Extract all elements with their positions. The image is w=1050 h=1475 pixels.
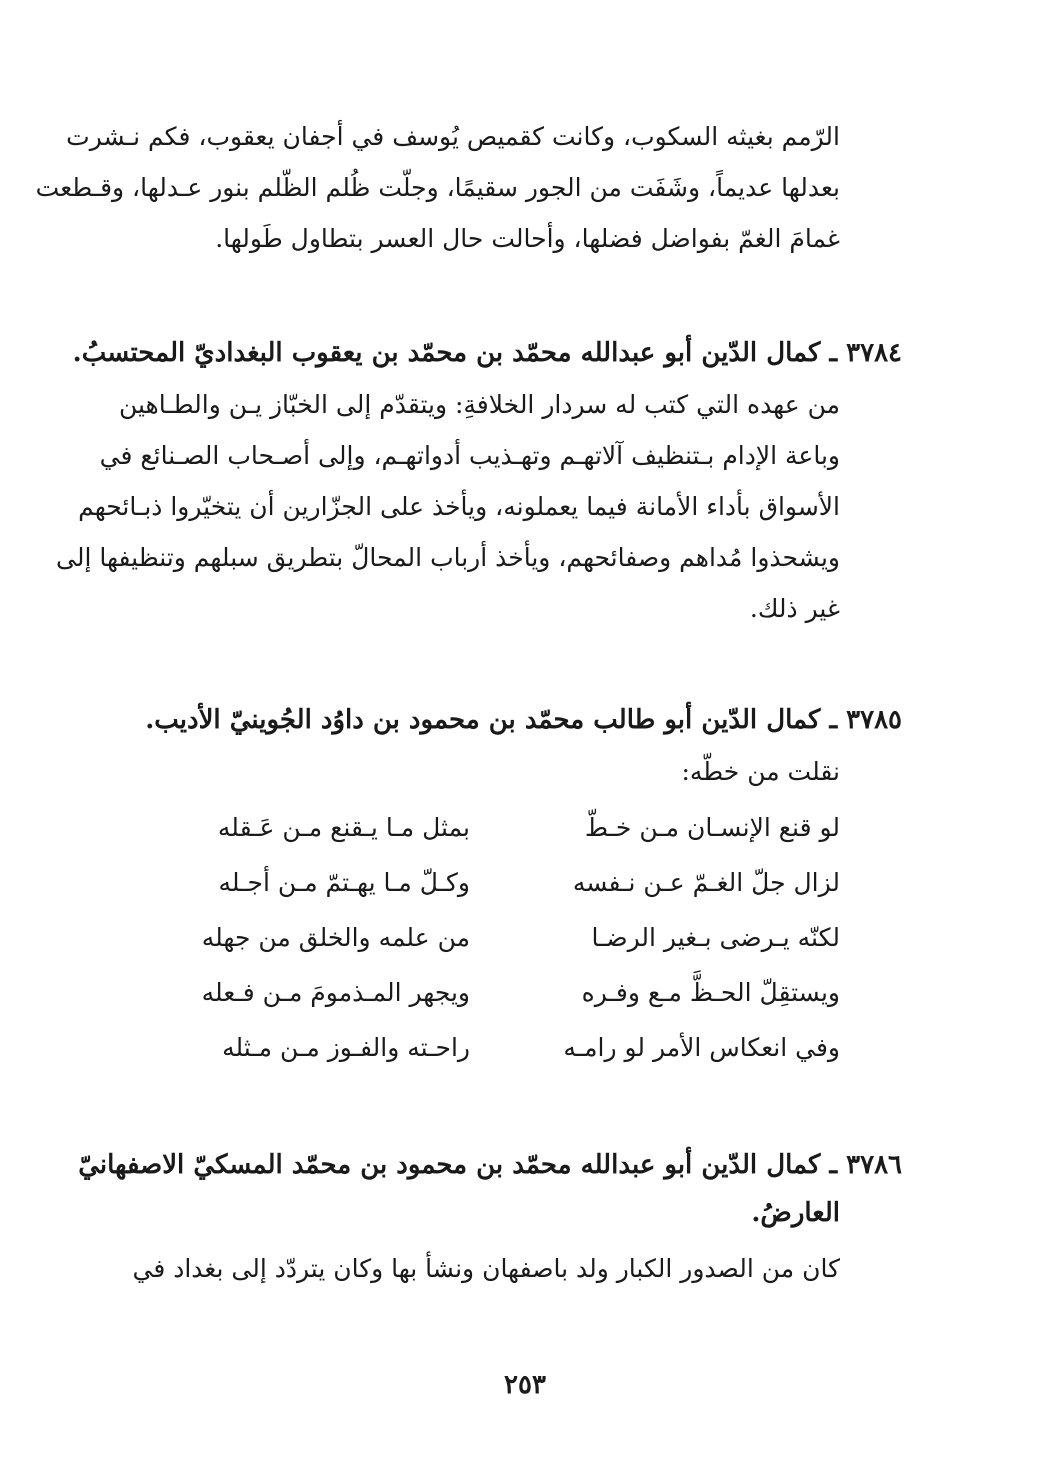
entry-3784-line-2: وباعة الإدام بـتنظيف آلاتهـم وتهـذيب أدواتهـم، وإلى أصـحاب الصـنائع في [99,441,840,470]
verse-first-hemistich: لو قنع الإنسـان مـن خـطّ [584,813,840,842]
verse-first-hemistich: لكنّه يـرضى بـغير الرضـا [591,923,840,952]
verse-second-hemistich: وكـلّ مـا يهـتمّ مـن أجـله [218,868,470,897]
continuation-line-1: الرّمم بغيثه السكوب، وكانت كقميص يُوسف في أجفان يعقوب، فكم نـشرت [66,122,840,151]
verse-first-hemistich: لزال جلّ الغـمّ عـن نـفسه [572,868,840,897]
entry-3786-title-line-2: العارضُ. [751,1198,840,1228]
entry-3785-title: ٣٧٨٥ ـ كمال الدّين أبو طالب محمّد بن محمود بن داوُد الجُوينيّ الأديب. [145,705,902,735]
verse-row [140,1023,840,1073]
verse-row [140,913,840,963]
verse-row [140,803,840,853]
verse-first-hemistich: ويستقِلّ الحـظَّ مـع وفـره [581,978,840,1007]
verse-row [140,858,840,908]
verse-row [140,968,840,1018]
verse-second-hemistich: بمثل مـا يـقنع مـن عَـقله [217,813,470,842]
entry-3784-line-3: الأسواق بأداء الأمانة فيما يعملونه، ويأخذ على الجزّارين أن يتخيّروا ذبـائحهم [78,492,840,521]
entry-3784-line-5: غير ذلك. [749,594,840,623]
entry-3785-intro: نقلت من خطّه: [681,757,840,786]
entry-3786-title-line-1: ٣٧٨٦ ـ كمال الدّين أبو عبدالله محمّد بن محمود بن محمّد المسكيّ الاصفهانيّ [78,1150,902,1180]
entry-3784-line-4: ويشحذوا مُداهم وصفائحهم، ويأخذ أرباب المحالّ بتطريق سبلهم وتنظيفها إلى [56,543,840,572]
continuation-line-2: بعدلها عديماً، وشَفَت من الجور سقيمًا، وجلّت ظُلم الظّلم بنور عـدلها، وقـطعت [35,173,840,202]
page-number: ٢٥٣ [504,1370,546,1400]
entry-3784-line-1: من عهده التي كتب له سردار الخلافةِ: ويتقدّم إلى الخبّاز يـن والطـاهين [118,390,840,419]
continuation-line-3: غمامَ الغمّ بفواضل فضلها، وأحالت حال العسر بتطاول طَولها. [215,224,840,253]
entry-3784-title: ٣٧٨٤ ـ كمال الدّين أبو عبدالله محمّد بن محمّد بن يعقوب البغداديّ المحتسبُ. [72,338,902,368]
verse-second-hemistich: ويجهر المـذمومَ مـن فـعله [201,978,470,1007]
verse-second-hemistich: راحـته والفـوز مـن مـثله [222,1033,470,1062]
verse-first-hemistich: وفي انعكاس الأمر لو رامـه [563,1033,840,1062]
verse-second-hemistich: من علمه والخلق من جهله [201,923,470,952]
entry-3786-line-1: كان من الصدور الكبار ولد باصفهان ونشأ بها وكان يتردّد إلى بغداد في [132,1254,840,1283]
